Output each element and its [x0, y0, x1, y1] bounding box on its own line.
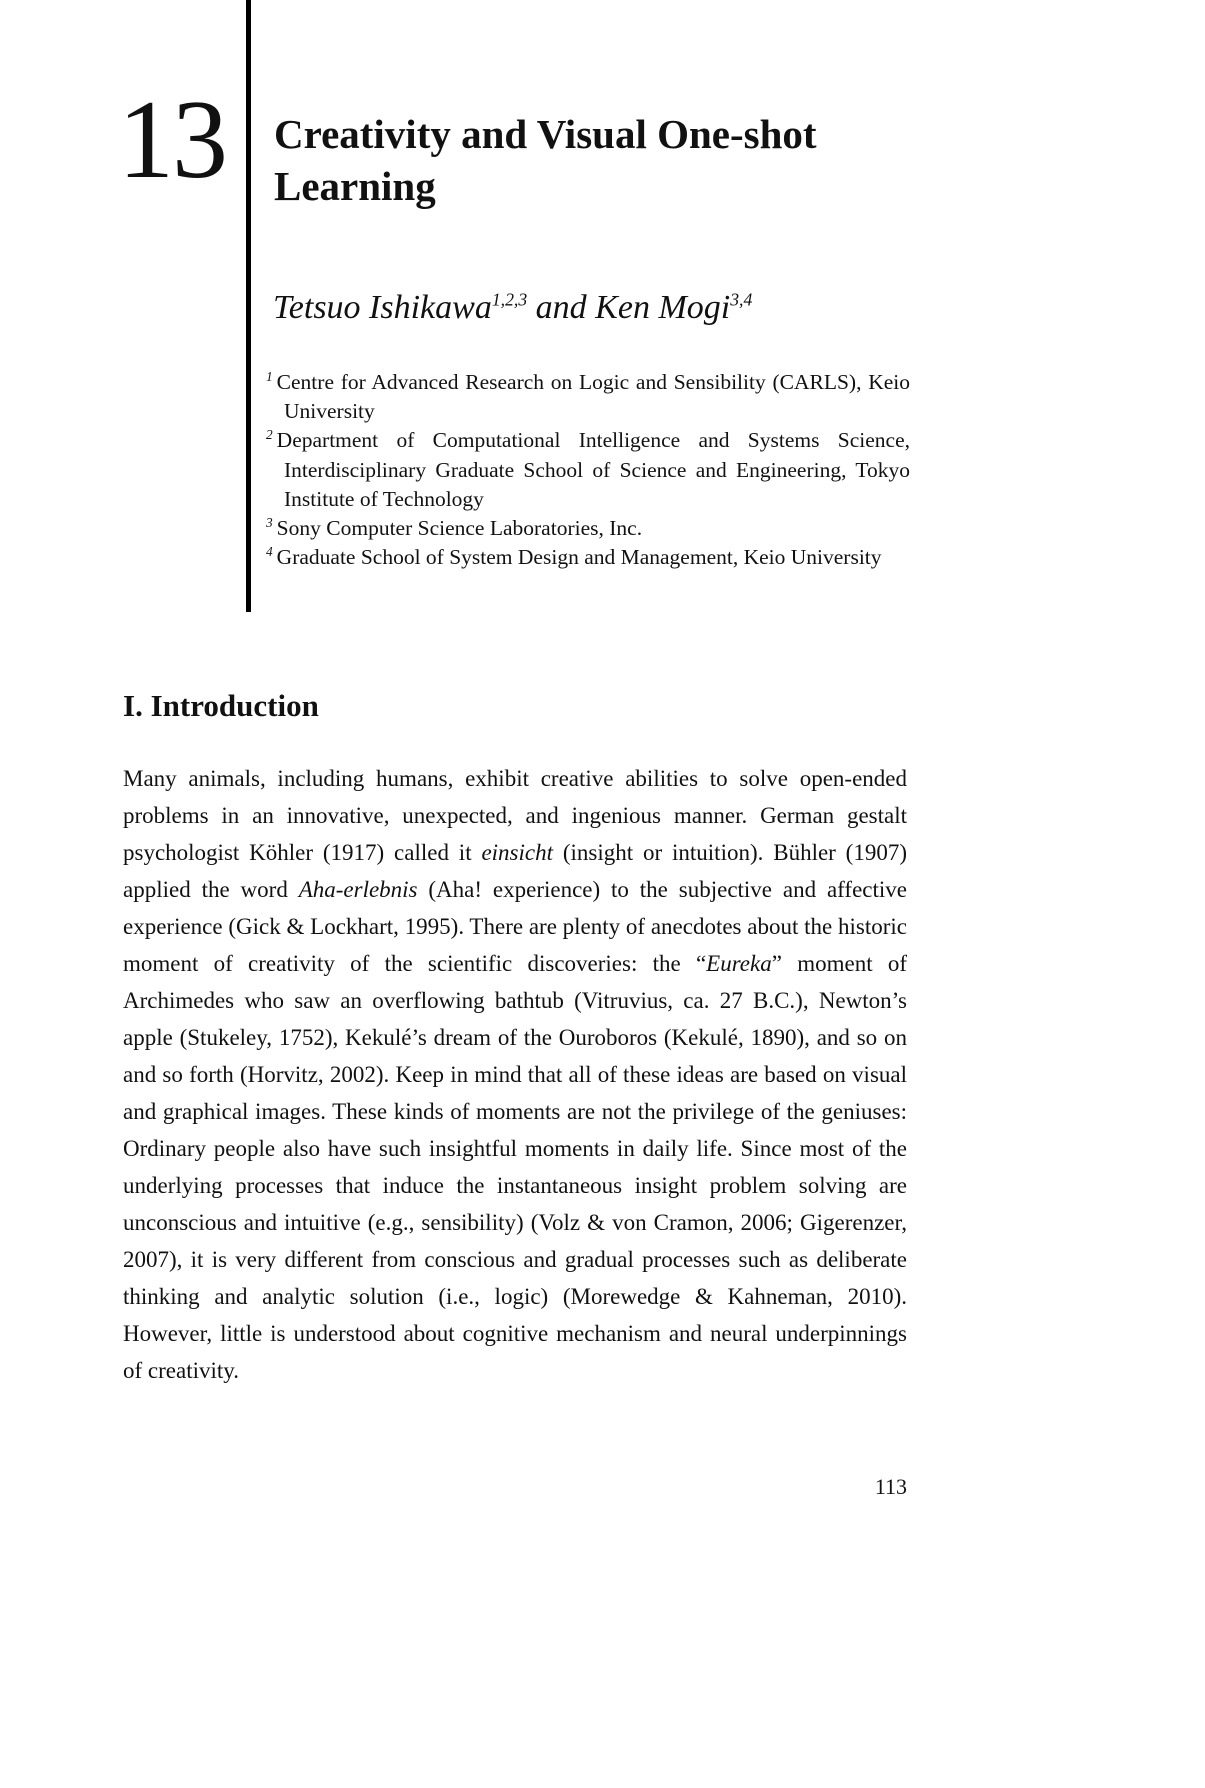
- introduction-paragraph: Many animals, including humans, exhibit creative abilities to solve open-ended problems in an innovative, unexpected, and ingenious manner. German gestalt psychologist Köhler (1917) called it einsicht (insight or intuition). Bühler (1907) applied the word Aha-erlebnis (Aha! experience) to the subjective and affective experience (Gick & Lockhart, 1995). There are plenty of anecdotes about the historic moment of creativity of the scientific discoveries: the “Eureka” moment of Archimedes who saw an overflowing bathtub (Vitruvius, ca. 27 B.C.), Newton’s apple (Stukeley, 1752), Kekulé’s dream of the Ouroboros (Kekulé, 1890), and so on and so forth (Horvitz, 2002). Keep in mind that all of these ideas are based on visual and graphical images. These kinds of moments are not the privilege of the geniuses: Ordinary people also have such insightful moments in daily life. Since most of the underlying processes that induce the instantaneous insight problem solving are unconscious and intuitive (e.g., sensibility) (Volz & von Cramon, 2006; Gigerenzer, 2007), it is very different from conscious and gradual processes such as deliberate thinking and analytic solution (i.e., logic) (Morewedge & Kahneman, 2010). However, little is understood about cognitive mechanism and neural underpinnings of creativity.: [123, 766, 908, 1383]
- affiliation-marker: 3: [266, 515, 273, 531]
- affiliation-item: [266, 543, 910, 572]
- chapter-divider-rule: [246, 0, 251, 612]
- affiliation-list: [266, 368, 910, 573]
- affiliation-marker: 2: [266, 427, 273, 443]
- affiliation-item: [266, 368, 910, 426]
- affiliation-text: Centre for Advanced Research on Logic and Sensibility (CARLS), Keio University: [276, 370, 910, 424]
- chapter-title: Creativity and Visual One-shot Learning: [274, 111, 817, 210]
- affiliation-marker: 4: [266, 544, 273, 560]
- affiliation-marker: 1: [266, 368, 273, 384]
- author-line: Tetsuo Ishikawa$^{1,2,3}$ and Ken Mogi$^{3,4}$: [273, 289, 753, 326]
- affiliation-text: Department of Computational Intelligence and Systems Science, Interdisciplinary Graduate School of Science and Engineering, Tokyo Institute of Technology: [276, 428, 910, 511]
- affiliation-item: [266, 426, 910, 514]
- section-heading-introduction: I. Introduction: [123, 688, 319, 723]
- page-number: 113: [874, 1474, 907, 1499]
- chapter-number: 13: [118, 78, 226, 202]
- affiliation-text: Graduate School of System Design and Management, Keio University: [276, 545, 882, 570]
- affiliation-text: Sony Computer Science Laboratories, Inc.: [276, 516, 643, 541]
- affiliation-item: [266, 514, 910, 543]
